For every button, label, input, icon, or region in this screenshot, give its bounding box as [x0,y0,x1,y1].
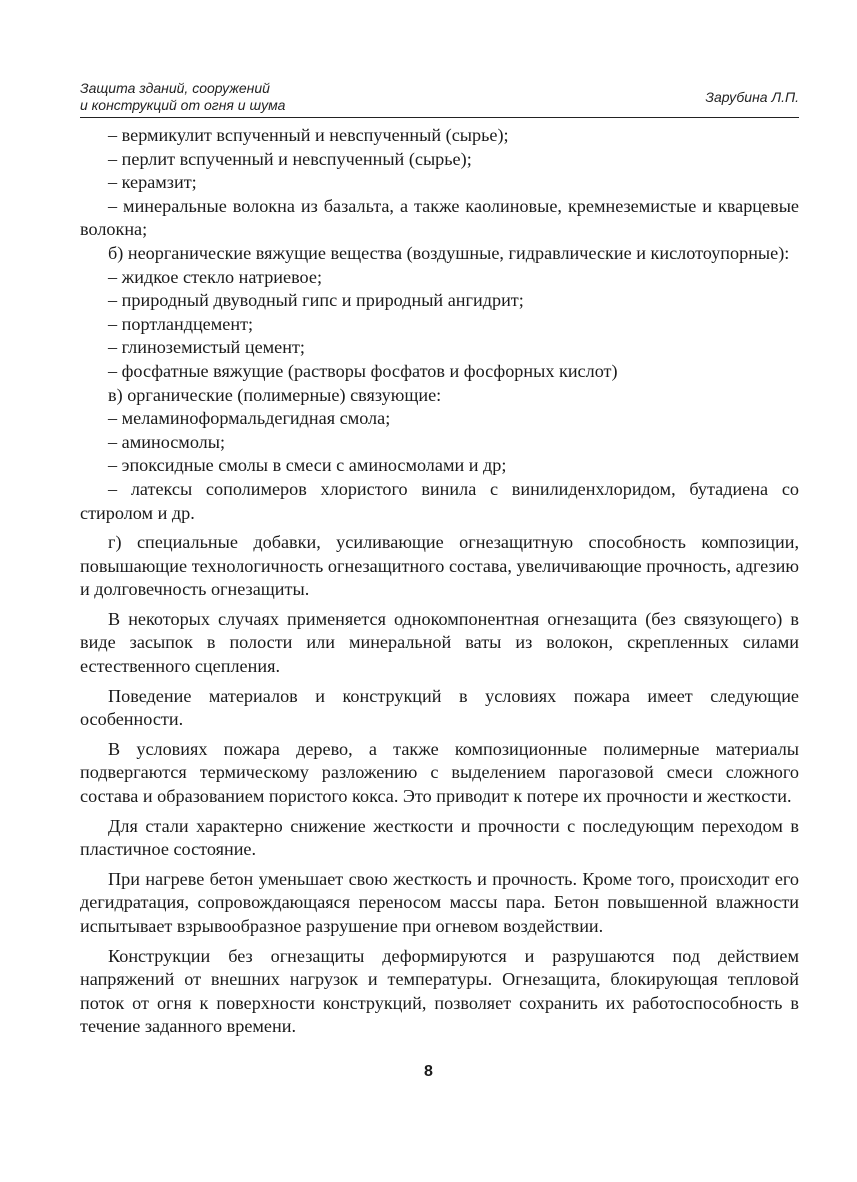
list-item: – аминосмолы; [108,431,226,452]
list-heading: в) органические (полимерные) связующие: [108,384,442,405]
paragraph: В некоторых случаях применяется однокомпонентная огнезащита (без связующего) в виде засыпок в полости или минеральной ваты из волокон, скрепленных силами естественного сцепления. [80,608,799,677]
list-item: – керамзит; [108,172,197,193]
header-divider [80,117,799,118]
list-item: – перлит вспученный и невспученный (сырье); [108,148,472,169]
list-item: – портландцемент; [108,313,254,334]
list-item: – минеральные волокна из базальта, а также каолиновые, кремнеземистые и кварцевые волокна; [80,195,799,240]
book-title-line-1: Защита зданий, сооружений [80,80,270,96]
list-item: – эпоксидные смолы в смеси с аминосмолами и др; [108,455,507,476]
list-heading: г) специальные добавки, усиливающие огнезащитную способность композиции, повышающие технологичность огнезащитного состава, увеличивающие прочность, адгезию и долговечность огнезащиты. [80,532,799,600]
book-title-line-2: и конструкций от огня и шума [80,97,286,113]
list-item: – фосфатные вяжущие (растворы фосфатов и фосфорных кислот) [108,360,618,381]
list-item: – жидкое стекло натриевое; [108,266,322,287]
paragraph: Для стали характерно снижение жесткости и прочности с последующим переходом в пластичное состояние. [80,815,799,860]
list-heading: б) неорганические вяжущие вещества (воздушные, гидравлические и кислотоупорные): [108,242,790,263]
book-title [80,80,285,114]
list-item: – глиноземистый цемент; [108,337,305,358]
page-body [80,124,799,1039]
page-number: 8 [424,1063,433,1080]
author-name: Зарубина Л.П. [705,89,799,105]
paragraph: Поведение материалов и конструкций в условиях пожара имеет следующие особенности. [80,685,799,730]
paragraph: В условиях пожара дерево, а также композиционные полимерные материалы подвергаются термическому разложению с выделением парогазовой смеси сложного состава и образованием пористого кокса. Это приводит к потере их прочности и жесткости. [80,738,799,807]
list-item: – вермикулит вспученный и невспученный (сырье); [108,125,509,145]
list-item: – латексы сополимеров хлористого винила с винилиденхлоридом, бутадиена со стиролом и др. [80,478,799,523]
list-item: – меламиноформальдегидная смола; [108,408,391,429]
running-header [80,80,799,116]
list-item: – природный двуводный гипс и природный ангидрит; [108,290,524,311]
paragraph: При нагреве бетон уменьшает свою жесткость и прочность. Кроме того, происходит его дегидратация, сопровождающаяся переносом массы пара. Бетон повышенной влажности испытывает взрывообразное разрушение при огневом воздействии. [80,868,799,936]
paragraph: Конструкции без огнезащиты деформируются и разрушаются под действием напряжений от внешних нагрузок и температуры. Огнезащита, блокирующая тепловой поток от огня к поверхности конструкций, позволяет сохранить их работоспособность в течение заданного времени. [80,945,799,1037]
